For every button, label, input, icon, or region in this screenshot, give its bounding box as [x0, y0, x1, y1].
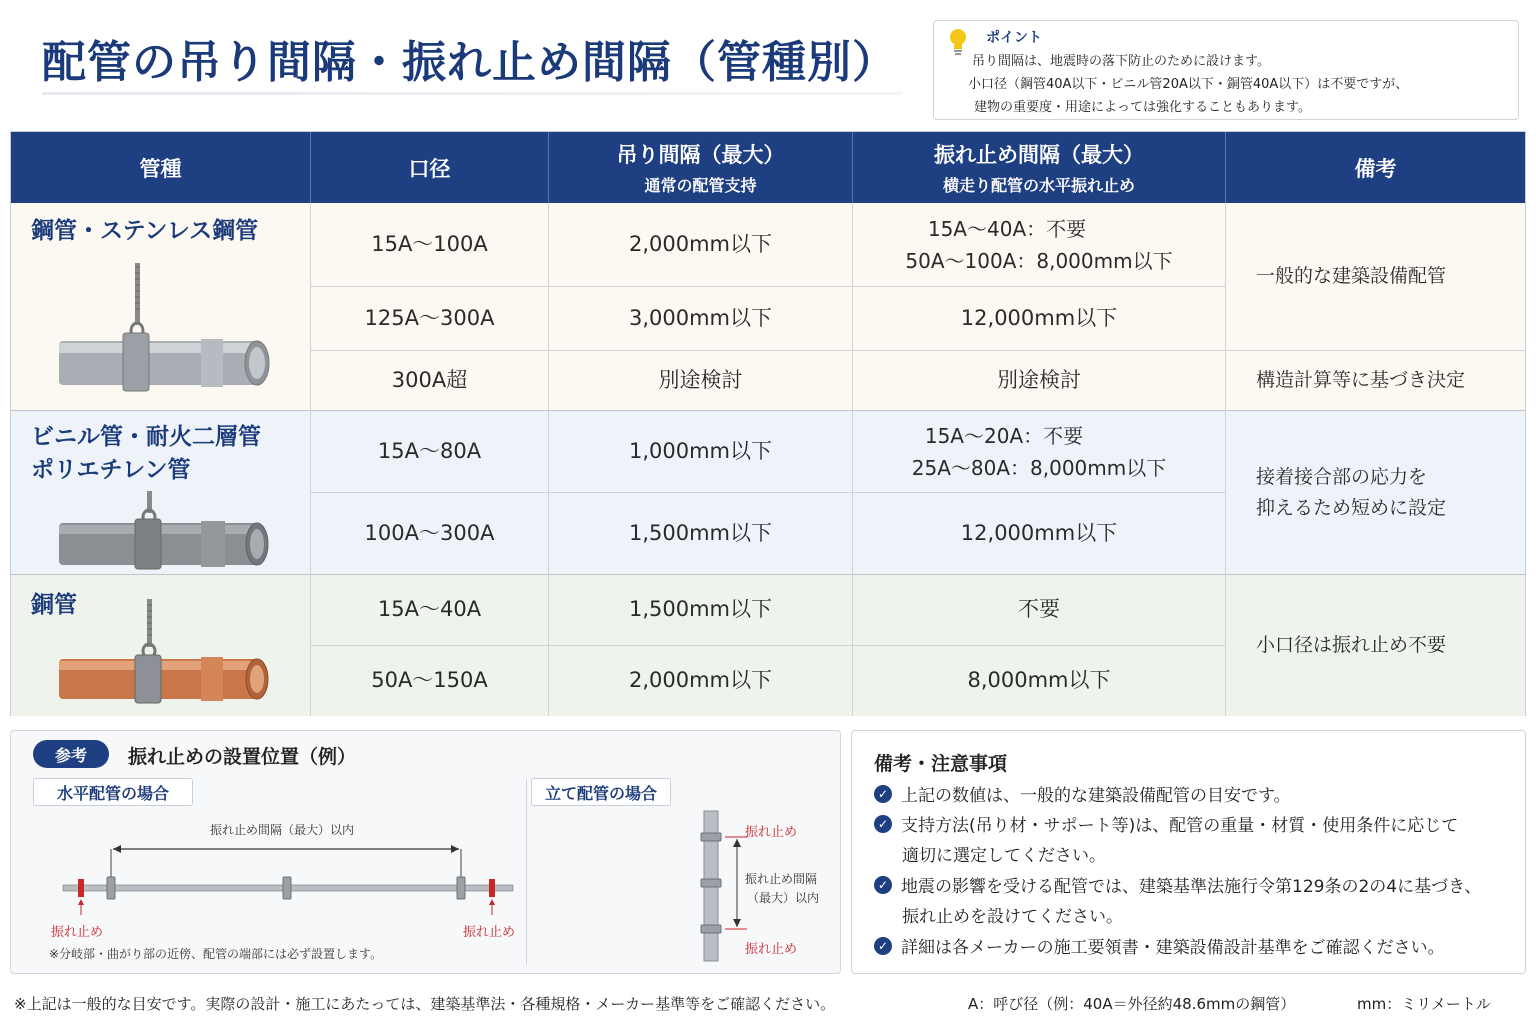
reference-panel	[10, 730, 841, 974]
brace-label: 振れ止め	[745, 942, 798, 957]
point-line: 建物の重要度・用途によっては強化することもあります。	[974, 100, 1311, 115]
brace-label: 振れ止め	[745, 825, 798, 840]
diameter-cell: 125A～300A	[311, 287, 549, 351]
brace-cell	[853, 411, 1226, 493]
pipe-type-cell	[11, 575, 311, 716]
note-text: 適切に選定してください。	[902, 846, 1106, 866]
hanger-cell: 2,000mm以下	[549, 646, 853, 716]
brace-line: 50A～100A：8,000mm以下	[905, 248, 1173, 273]
remarks-line: 接着接合部の応力を	[1256, 466, 1428, 489]
remarks-cell	[1226, 411, 1525, 575]
note-text: 地震の影響を受ける配管では、建築基準法施行令第129条の2の4に基づき、	[901, 877, 1482, 897]
reference-tag: 参考	[33, 740, 109, 768]
vertical-span-label: 振れ止め間隔	[745, 872, 818, 886]
steel-pipe-image	[51, 259, 271, 399]
diameter-cell: 15A～40A	[311, 575, 549, 646]
pipe-type-name: 銅管	[31, 592, 77, 618]
hanger-cell: 1,500mm以下	[549, 575, 853, 646]
check-icon: ✓	[874, 937, 892, 955]
diameter-cell: 15A～80A	[311, 411, 549, 493]
hanger-cell: 1,000mm以下	[549, 411, 853, 493]
note-item	[874, 933, 1445, 963]
reference-title: 振れ止めの設置位置（例）	[128, 746, 357, 768]
footer-disclaimer: ※上記は一般的な目安です。実際の設計・施工にあたっては、建築基準法・各種規格・メーカー基準等をご確認ください。	[14, 995, 836, 1013]
brace-cell: 別途検討	[853, 351, 1226, 411]
brace-cell: 12,000mm以下	[853, 287, 1226, 351]
vertical-span-label: （最大）以内	[747, 891, 820, 905]
pipe-type-cell	[11, 203, 311, 411]
diameter-cell: 100A～300A	[311, 493, 549, 575]
remarks-cell: 構造計算等に基づき決定	[1226, 351, 1525, 411]
brace-cell: 8,000mm以下	[853, 646, 1226, 716]
diameter-cell: 15A～100A	[311, 203, 549, 287]
reference-divider	[526, 779, 527, 965]
title-underline	[42, 92, 902, 95]
vinyl-pipe-image	[51, 489, 271, 571]
page-title: 配管の吊り間隔・振れ止め間隔（管種別）	[42, 37, 897, 88]
note-item	[874, 811, 1458, 871]
point-line: 吊り間隔は、地震時の落下防止のために設けます。	[972, 54, 1270, 69]
pipe-type-name: ポリエチレン管	[31, 457, 191, 483]
vertical-label: 立て配管の場合	[531, 778, 671, 806]
hanger-cell: 2,000mm以下	[549, 203, 853, 287]
remarks-cell: 一般的な建築設備配管	[1226, 203, 1525, 351]
diameter-cell: 50A～150A	[311, 646, 549, 716]
span-label: 振れ止め間隔（最大）以内	[210, 823, 355, 837]
copper-pipe-image	[51, 597, 271, 709]
note-item	[874, 781, 1291, 811]
note-text: 上記の数値は、一般的な建築設備配管の目安です。	[901, 786, 1291, 806]
hanger-cell: 3,000mm以下	[549, 287, 853, 351]
brace-label: 振れ止め	[463, 925, 516, 940]
check-icon: ✓	[874, 815, 892, 833]
footer-mm-unit: mm：ミリメートル	[1357, 995, 1491, 1013]
remarks-cell: 小口径は振れ止め不要	[1256, 634, 1447, 657]
header-remarks: 備考	[1226, 132, 1525, 203]
horizontal-label: 水平配管の場合	[33, 778, 193, 806]
brace-line: 15A～40A：不要	[927, 216, 1087, 241]
check-icon: ✓	[874, 876, 892, 894]
spacing-table	[10, 131, 1526, 716]
brace-cell	[853, 203, 1226, 287]
pipe-type-name: 鋼管・ステンレス鋼管	[31, 218, 259, 244]
point-line: 小口径（鋼管40A以下・ビニル管20A以下・銅管40A以下）は不要ですが、	[968, 77, 1409, 92]
note-item	[874, 872, 1481, 932]
header-diameter: 口径	[311, 132, 549, 203]
hanger-cell: 別途検討	[549, 351, 853, 411]
diameter-cell: 300A超	[311, 351, 549, 411]
brace-line: 25A～80A：8,000mm以下	[911, 455, 1167, 480]
notes-title: 備考・注意事項	[874, 753, 1008, 775]
pipe-type-name: ビニル管・耐火二層管	[31, 424, 261, 450]
header-hanger: 吊り間隔（最大） 通常の配管支持	[549, 132, 853, 203]
lightbulb-icon	[948, 27, 968, 57]
group-vinyl	[11, 411, 1525, 575]
note-text: 支持方法(吊り材・サポート等)は、配管の重量・材質・使用条件に応じて	[901, 816, 1459, 836]
horizontal-note: ※分岐部・曲がり部の近傍、配管の端部には必ず設置します。	[49, 947, 383, 961]
group-steel	[11, 203, 1525, 411]
header-pipe-type: 管種	[11, 132, 311, 203]
point-box	[933, 20, 1519, 120]
group-copper	[11, 575, 1525, 716]
point-label: ポイント	[986, 30, 1042, 46]
remarks-line: 抑えるため短めに設定	[1256, 496, 1447, 519]
notes-panel	[851, 730, 1526, 974]
horizontal-diagram	[51, 835, 521, 935]
hanger-cell: 1,500mm以下	[549, 493, 853, 575]
brace-label: 振れ止め	[51, 925, 104, 940]
note-text: 詳細は各メーカーの施工要領書・建築設備設計基準をご確認ください。	[901, 938, 1445, 958]
header-brace: 振れ止め間隔（最大） 横走り配管の水平振れ止め	[853, 132, 1226, 203]
footer-a-unit: A：呼び径（例：40A＝外径約48.6mmの鋼管）	[968, 995, 1296, 1013]
note-text: 振れ止めを設けてください。	[902, 907, 1123, 927]
pipe-type-cell	[11, 411, 311, 575]
brace-line: 15A～20A：不要	[924, 423, 1084, 448]
check-icon: ✓	[874, 785, 892, 803]
brace-cell: 12,000mm以下	[853, 493, 1226, 575]
brace-cell: 不要	[853, 575, 1226, 646]
